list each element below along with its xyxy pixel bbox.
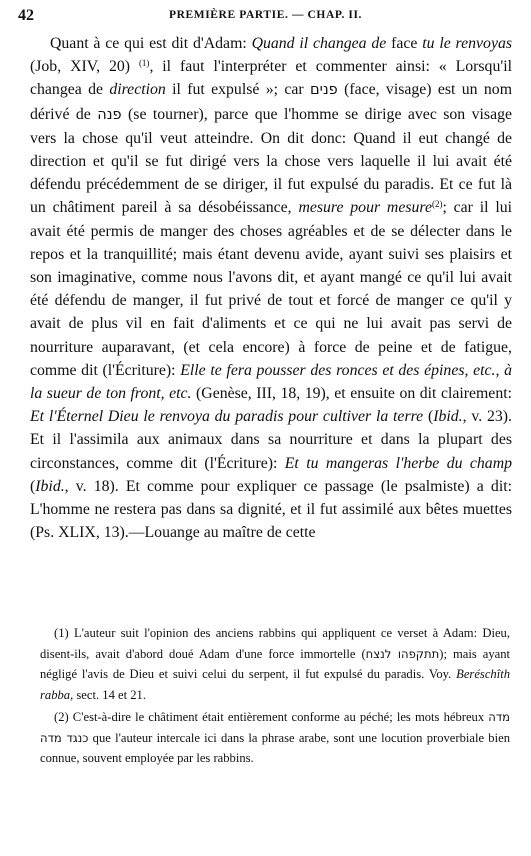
text-run: , v. 23). Et il l'assimila aux animaux dans sa nourriture et dans la plupart des circonstances, comme dit (l'Écriture):	[30, 408, 512, 472]
text-run: (	[30, 477, 36, 495]
hebrew-phrase: תתקפהו לנצח	[365, 646, 440, 661]
text-run: L'auteur suit l'opinion des anciens rabbins qui appliquent ce verset à Adam: Dieu, disent-ils, avait d'abord doué Adam d'une force immortelle (	[40, 626, 510, 661]
text-run: (Job, XIV, 20)	[30, 58, 139, 76]
text-run: il fut expulsé »; car	[165, 81, 310, 99]
quote-italic: Et tu mangeras l'herbe du champ	[284, 454, 512, 472]
page-number: 42	[18, 7, 34, 24]
citation-italic: Beréschîth rabba,	[40, 667, 510, 702]
main-paragraph	[30, 32, 512, 544]
text-run: face	[386, 35, 423, 52]
quote-italic: Elle te fera pousser des ronces et des épines, etc., à la sueur de ton front, etc.	[30, 361, 513, 403]
text-run: , v. 18). Et comme pour expliquer ce passage (le psalmiste) a dit: L'homme ne restera pas dans sa dignité, et il fut assimilé aux bêtes muettes (Ps. XLIX, 13).—Louange au maître de cette	[30, 477, 512, 542]
text-run: (face, visage) est un nom dérivé de	[30, 81, 512, 123]
hebrew-word: פנים	[309, 82, 338, 99]
text-run: , il faut l'interpréter et commenter ainsi: « Lorsqu'il changea de	[30, 58, 512, 99]
quote-italic: Quand il changea de	[251, 35, 387, 52]
footnote-mark: (1)	[54, 626, 69, 640]
text-run: que l'auteur intercale ici dans la phrase arabe, sont une locution proverbiale bien connue, souvent employée par les rabbins.	[40, 730, 510, 765]
quote-italic: Et l'Éternel Dieu le renvoya du paradis pour cultiver la terre	[30, 408, 424, 426]
text-run: C'est-à-dire le châtiment était entièrement conforme au péché; les mots hébreux	[68, 710, 489, 724]
text-run: (Genèse, III, 18, 19), et ensuite on dit clairement:	[191, 385, 512, 403]
footnote-mark: (2)	[54, 710, 69, 724]
citation-italic: Ibid.	[35, 477, 65, 495]
citation-italic: Ibid.	[433, 408, 463, 426]
footnote-ref-2: (2)	[431, 199, 443, 210]
running-header: PREMIÈRE PARTIE. — CHAP. II.	[168, 9, 363, 21]
footnotes	[40, 623, 510, 771]
text-run: Quant à ce qui est dit d'Adam:	[50, 35, 252, 52]
quote-italic: tu le renvoyas	[422, 35, 512, 52]
text-run: ); mais ayant négligé l'avis de Dieu et suivi celui du serpent, il fut expulsé du paradis. Voy.	[40, 646, 510, 681]
hebrew-word: פנה	[97, 106, 122, 123]
footnote-2	[40, 707, 510, 769]
hebrew-phrase: מדה כנגד מדה	[40, 710, 510, 745]
emphasis-italic: direction	[109, 81, 166, 99]
text-run: ; car il lui avait été permis de manger des choses agréables et de se délecter dans le repos et la tranquillité; mais étant devenu avide, ayant suivi ses plaisirs et son imaginative, comme nous l'avons dit, et ayant mangé ce qu'il lui avait été défendu de manger, il fut privé de tout et forcé de manger ce qu'il y avait de plus vil en fait d'aliments et ce qui ne lui avait pas servi de nourriture auparavant, (et cela encore) à force de peine et de fatigue, comme dit (l'Écriture):	[30, 199, 512, 379]
footnote-1	[40, 623, 510, 705]
text-run: (	[423, 408, 434, 426]
footnote-ref-1: (1)	[138, 58, 150, 69]
text-run: sect. 14 et 21.	[73, 687, 146, 702]
main-text	[30, 32, 512, 544]
text-run: (se tourner), parce que l'homme se dirige avec son visage vers la chose qu'il veut atteindre. On dit donc: Quand il eut changé de direction et qu'il se fut dirigé vers la chose vers laquelle il lui avait été défendu précédemment de se diriger, il fut expulsé du paradis. Et ce fut là un châtiment pareil à sa désobéissance,	[30, 105, 512, 217]
emphasis-italic: mesure pour mesure	[298, 199, 432, 217]
